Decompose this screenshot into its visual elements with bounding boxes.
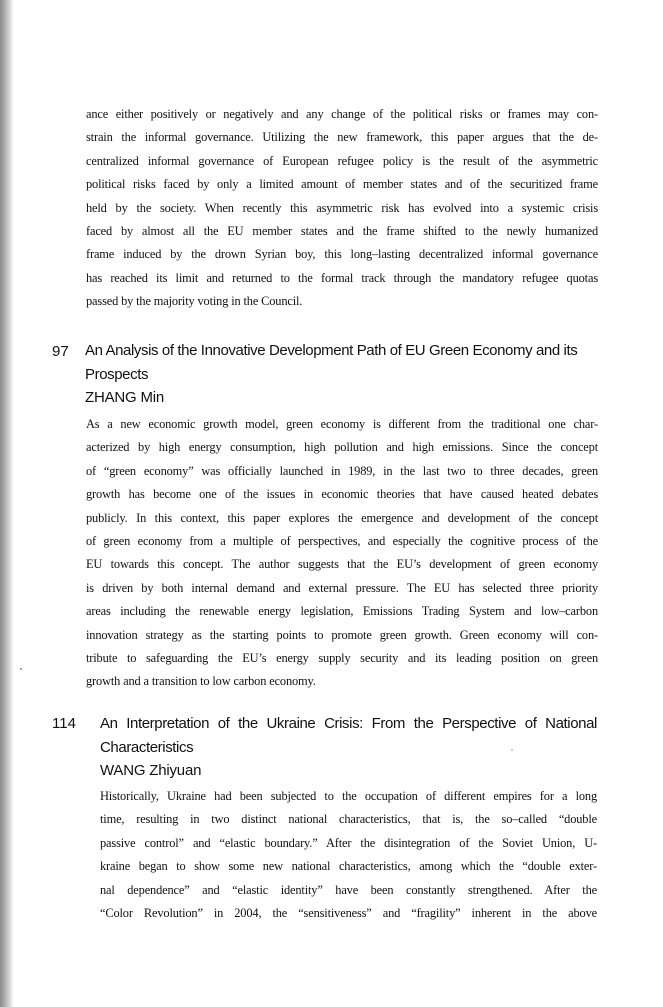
scan-speck bbox=[20, 668, 22, 670]
scan-speck bbox=[511, 749, 513, 751]
text-line: nal dependence” and “elastic identity” have been constantly strengthened. After the bbox=[100, 882, 597, 897]
text-line: centralized informal governance of European refugee policy is the result of the asymmetric bbox=[86, 153, 598, 168]
entry-author: ZHANG Min bbox=[85, 389, 165, 406]
text-line: of “green economy” was officially launched in 1989, in the last two to three decades, green bbox=[86, 463, 598, 478]
text-line: growth has become one of the issues in economic theories that have caused heated debates bbox=[86, 487, 598, 502]
text-line: is driven by both internal demand and external pressure. The EU has selected three priority bbox=[86, 580, 598, 595]
text-line: Historically, Ukraine had been subjected to the occupation of different empires for a long bbox=[100, 789, 597, 803]
text-line: political risks faced by only a limited amount of member states and of the securitized frame bbox=[86, 177, 598, 192]
entry-abstract bbox=[100, 785, 597, 925]
text-line: acterized by high energy consumption, high pollution and high emissions. Since the concept bbox=[86, 440, 598, 455]
text-line: time, resulting in two distinct national characteristics, that is, the so–called “double bbox=[100, 812, 597, 827]
entry-title-line: An Analysis of the Innovative Development Path of EU Green Economy and its bbox=[85, 342, 578, 359]
continued-abstract bbox=[86, 103, 598, 314]
text-line: publicly. In this context, this paper explores the emergence and development of the concept bbox=[86, 510, 598, 525]
entry-abstract bbox=[86, 413, 598, 694]
text-line: has reached its limit and returned to the formal track through the mandatory refugee quotas bbox=[86, 270, 598, 285]
text-line: kraine began to show some new national characteristics, among which the “double exter- bbox=[100, 859, 597, 874]
text-line: of green economy from a multiple of perspectives, and especially the cognitive process of the bbox=[86, 534, 598, 549]
text-line: held by the society. When recently this asymmetric risk has evolved into a systemic crisis bbox=[86, 200, 598, 215]
text-line: passive control” and “elastic boundary.” After the disintegration of the Soviet Union, U- bbox=[100, 835, 597, 850]
text-line: ance either positively or negatively and any change of the political risks or frames may con- bbox=[86, 107, 598, 121]
entry-title-line: An Interpretation of the Ukraine Crisis: From the Perspective of National bbox=[100, 715, 597, 732]
text-line: “Color Revolution” in 2004, the “sensitiveness” and “fragility” inherent in the above bbox=[100, 906, 597, 921]
entry-title-line: Prospects bbox=[85, 366, 149, 383]
entry-page-number: 114 bbox=[52, 715, 76, 732]
text-line: passed by the majority voting in the Council. bbox=[86, 294, 303, 309]
text-line: EU towards this concept. The author suggests that the EU’s development of green economy bbox=[86, 557, 598, 572]
text-line: areas including the renewable energy legislation, Emissions Trading System and low–carbon bbox=[86, 604, 598, 619]
text-line: As a new economic growth model, green economy is different from the traditional one char- bbox=[86, 417, 598, 431]
text-line: tribute to safeguarding the EU’s energy supply security and its leading position on green bbox=[86, 651, 598, 666]
text-line: strain the informal governance. Utilizing the new framework, this paper argues that the de- bbox=[86, 130, 598, 145]
entry-page-number: 97 bbox=[52, 343, 69, 360]
text-line: faced by almost all the EU member states and the frame shifted to the newly humanized bbox=[86, 224, 598, 239]
entry-author: WANG Zhiyuan bbox=[100, 762, 202, 779]
text-line: growth and a transition to low carbon economy. bbox=[86, 674, 316, 689]
entry-title-line: Characteristics bbox=[100, 739, 194, 756]
text-line: innovation strategy as the starting points to promote green growth. Green economy will con- bbox=[86, 627, 598, 642]
text-line: frame induced by the drown Syrian boy, this long–lasting decentralized informal governance bbox=[86, 247, 598, 262]
